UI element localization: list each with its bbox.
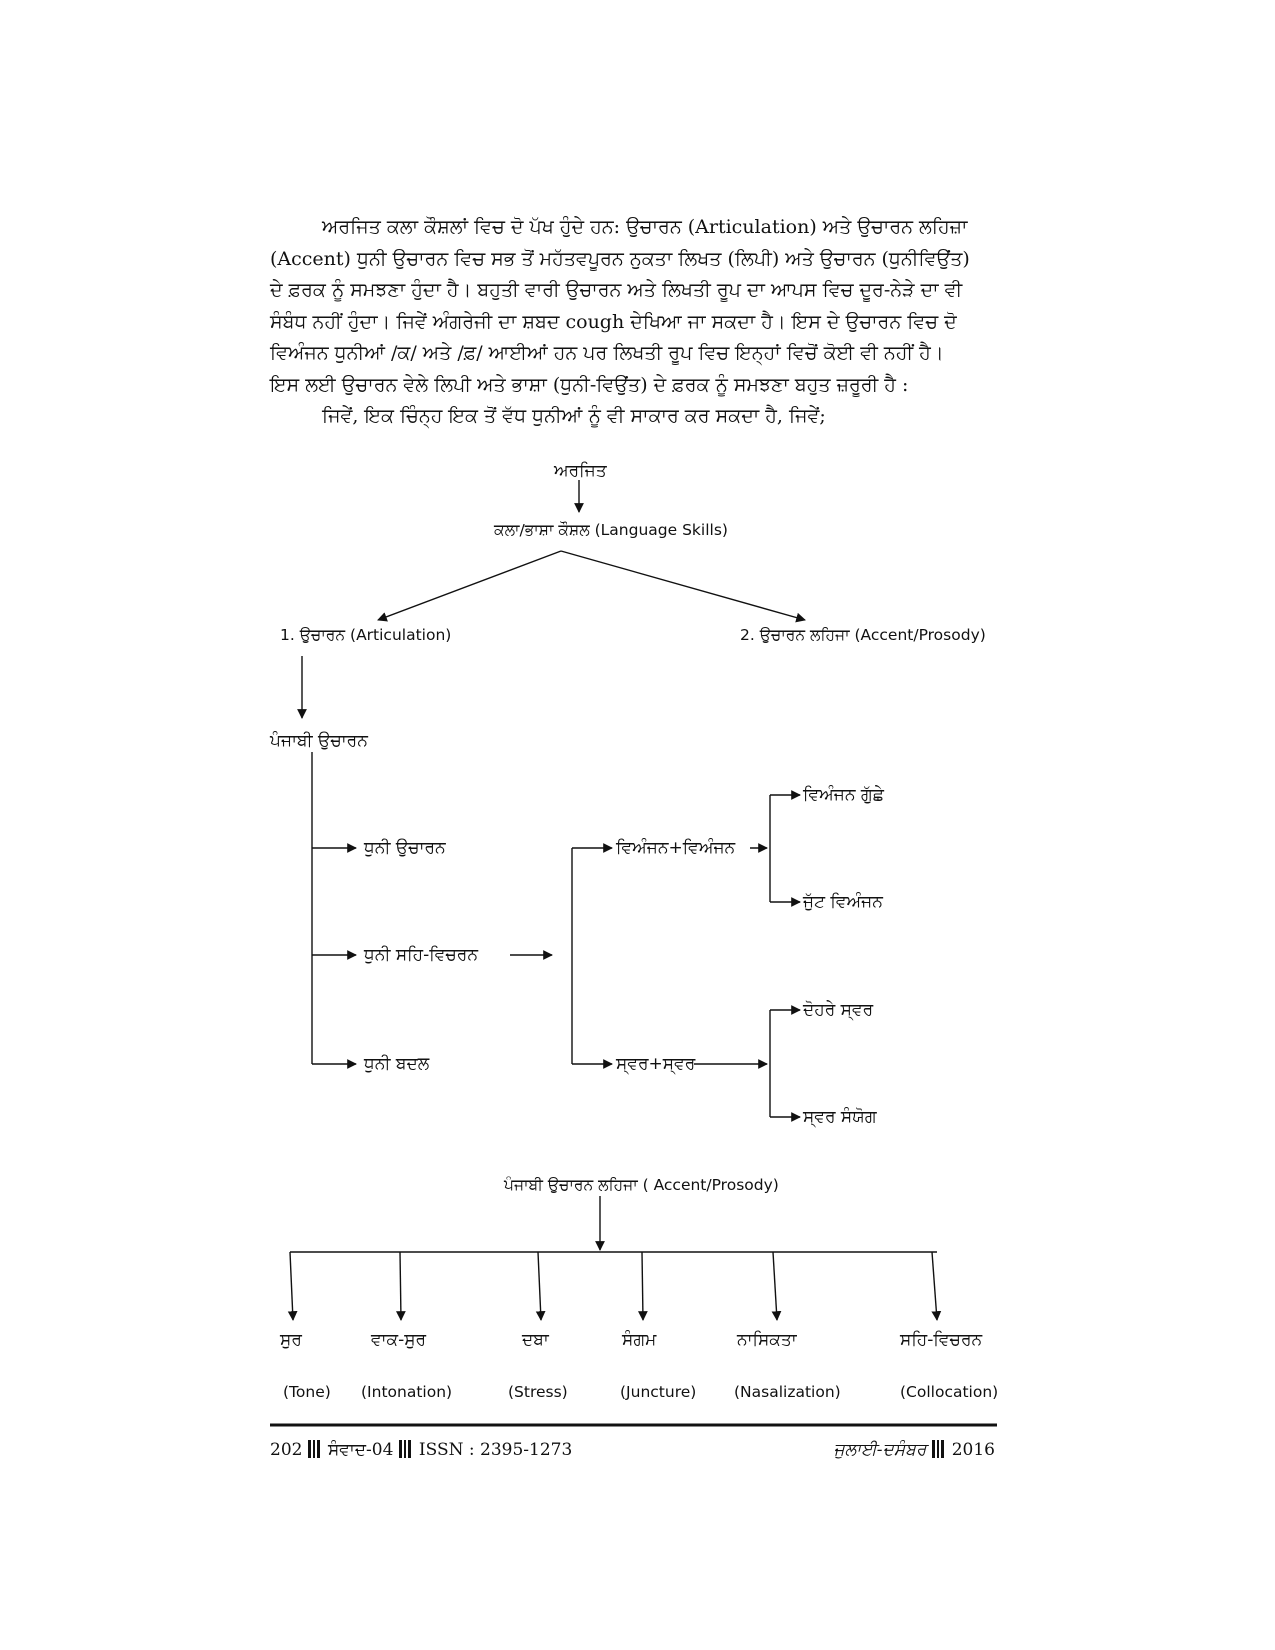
label-intonation: (Intonation) [361,1383,453,1401]
label-juncture: (Juncture) [620,1383,697,1401]
node-intonation: ਵਾਕ-ਸੁਰ [371,1330,427,1350]
footer-left [270,1440,572,1463]
body-line: ਦੇ ਫ਼ਰਕ ਨੂੰ ਸਮਝਣਾ ਹੁੰਦਾ ਹੈ। ਬਹੁਤੀ ਵਾਰੀ ਉਚਾਰਨ ਅਤੇ ਲਿਖਤੀ ਰੂਪ ਦਾ ਆਪਸ ਵਿਚ ਦੂਰ-ਨੇੜੇ ਦਾ ਵੀ [270,279,963,301]
journal-name: ਸੰਵਾਦ-04 [327,1440,394,1460]
year: 2016 [951,1440,995,1460]
body-line: ਇਸ ਲਈ ਉਚਾਰਨ ਵੇਲੇ ਲਿਪੀ ਅਤੇ ਭਾਸ਼ਾ (ਧੁਨੀ-ਵਿਉਂਤ) ਦੇ ਫ਼ਰਕ ਨੂੰ ਸਮਝਣਾ ਬਹੁਤ ਜ਼ਰੂਰੀ ਹੈ : [270,373,909,396]
node-dhuni-badal: ਧੁਨੀ ਬਦਲ [364,1054,430,1074]
label-tone: (Tone) [283,1383,331,1401]
node-juncture: ਸੰਗਮ [622,1330,657,1350]
arrow-skills-accent [561,551,805,620]
arrow-skills-articulation [378,551,561,620]
node-nasalization: ਨਾਸਿਕਤਾ [737,1330,797,1350]
issn: ISSN : 2395-1273 [418,1440,573,1460]
node-tone: ਸੁਰ [280,1330,302,1350]
arrow-juncture [642,1252,643,1320]
separator-bars-icon [399,1440,413,1463]
node-arjit: ਅਰਜਿਤ [554,461,607,481]
label-nasalization: (Nasalization) [734,1383,841,1401]
label-stress: (Stress) [508,1383,568,1401]
node-accent: 2. ਉਚਾਰਨ ਲਹਿਜਾ (Accent/Prosody) [740,626,986,644]
arrow-intonation [400,1252,401,1320]
node-vianjan-vianjan: ਵਿਅੰਜਨ+ਵਿਅੰਜਨ [616,838,736,858]
node-jutt-vianjan: ਜੁੱਟ ਵਿਅੰਜਨ [803,892,883,912]
node-vianjan-guchhe: ਵਿਅੰਜਨ ਗੁੱਛੇ [803,785,884,805]
arrow-tone [290,1252,293,1320]
node-dhuni-sahi-vicharan: ਧੁਨੀ ਸਹਿ-ਵਿਚਰਨ [364,945,478,965]
arrow-stress [538,1252,541,1320]
node-dhuni-uchaaran: ਧੁਨੀ ਉਚਾਰਨ [364,838,446,858]
node-prosody-root: ਪੰਜਾਬੀ ਉਚਾਰਨ ਲਹਿਜਾ ( Accent/Prosody) [504,1176,779,1194]
body-line: ਸੰਬੰਧ ਨਹੀਂ ਹੁੰਦਾ। ਜਿਵੇਂ ਅੰਗਰੇਜੀ ਦਾ ਸ਼ਬਦ cough ਦੇਖਿਆ ਜਾ ਸਕਦਾ ਹੈ। ਇਸ ਦੇ ਉਚਾਰਨ ਵਿਚ ਦੋ [270,310,957,333]
node-dohre-sur: ਦੋਹਰੇ ਸ੍ਵਰ [803,1000,874,1020]
body-line: ਵਿਅੰਜਨ ਧੁਨੀਆਂ /ਕ/ ਅਤੇ /ਫ਼/ ਆਈਆਂ ਹਨ ਪਰ ਲਿਖਤੀ ਰੂਪ ਵਿਚ ਇਨ੍ਹਾਂ ਵਿਚੋਂ ਕੋਈ ਵੀ ਨਹੀਂ ਹੈ। [270,342,944,364]
page-number: 202 [270,1440,303,1460]
body-line: ਅਰਜਿਤ ਕਲਾ ਕੌਸ਼ਲਾਂ ਵਿਚ ਦੋ ਪੱਖ ਹੁੰਦੇ ਹਨ: ਉਚਾਰਨ (Articulation) ਅਤੇ ਉਚਾਰਨ ਲਹਿਜ਼ਾ [322,216,968,238]
separator-bars-icon [932,1440,946,1463]
label-collocation: (Collocation) [900,1383,999,1401]
node-sur-sur: ਸ੍ਵਰ+ਸ੍ਵਰ [616,1054,696,1074]
arrow-collocation [932,1252,937,1320]
node-punjabi-uchaaran: ਪੰਜਾਬੀ ਉਚਾਰਨ [270,731,368,751]
footer-right [834,1440,995,1463]
node-language-skills: ਕਲਾ/ਭਾਸ਼ਾ ਕੌਸ਼ਲ (Language Skills) [494,521,728,539]
arrow-nasalization [773,1252,777,1320]
body-line: ਜਿਵੇਂ, ਇਕ ਚਿੰਨ੍ਹ ਇਕ ਤੋਂ ਵੱਧ ਧੁਨੀਆਂ ਨੂੰ ਵੀ ਸਾਕਾਰ ਕਰ ਸਕਦਾ ਹੈ, ਜਿਵੇਂ; [322,405,826,427]
node-articulation: 1. ਉਚਾਰਨ (Articulation) [280,626,452,644]
node-collocation: ਸਹਿ-ਵਿਚਰਨ [900,1330,983,1350]
node-sur-sanjog: ਸ੍ਵਰ ਸੰਯੋਗ [803,1107,877,1127]
separator-bars-icon [308,1440,322,1463]
months: ਜੁਲਾਈ-ਦਸੰਬਰ [833,1440,927,1460]
node-stress: ਦਬਾ [522,1330,549,1350]
body-line: (Accent) ਧੁਨੀ ਉਚਾਰਨ ਵਿਚ ਸਭ ਤੋਂ ਮਹੱਤਵਪੂਰਨ ਨੁਕਤਾ ਲਿਖਤ (ਲਿਪੀ) ਅਤੇ ਉਚਾਰਨ (ਧੁਨੀਵਿਉਂਤ) [270,247,970,270]
